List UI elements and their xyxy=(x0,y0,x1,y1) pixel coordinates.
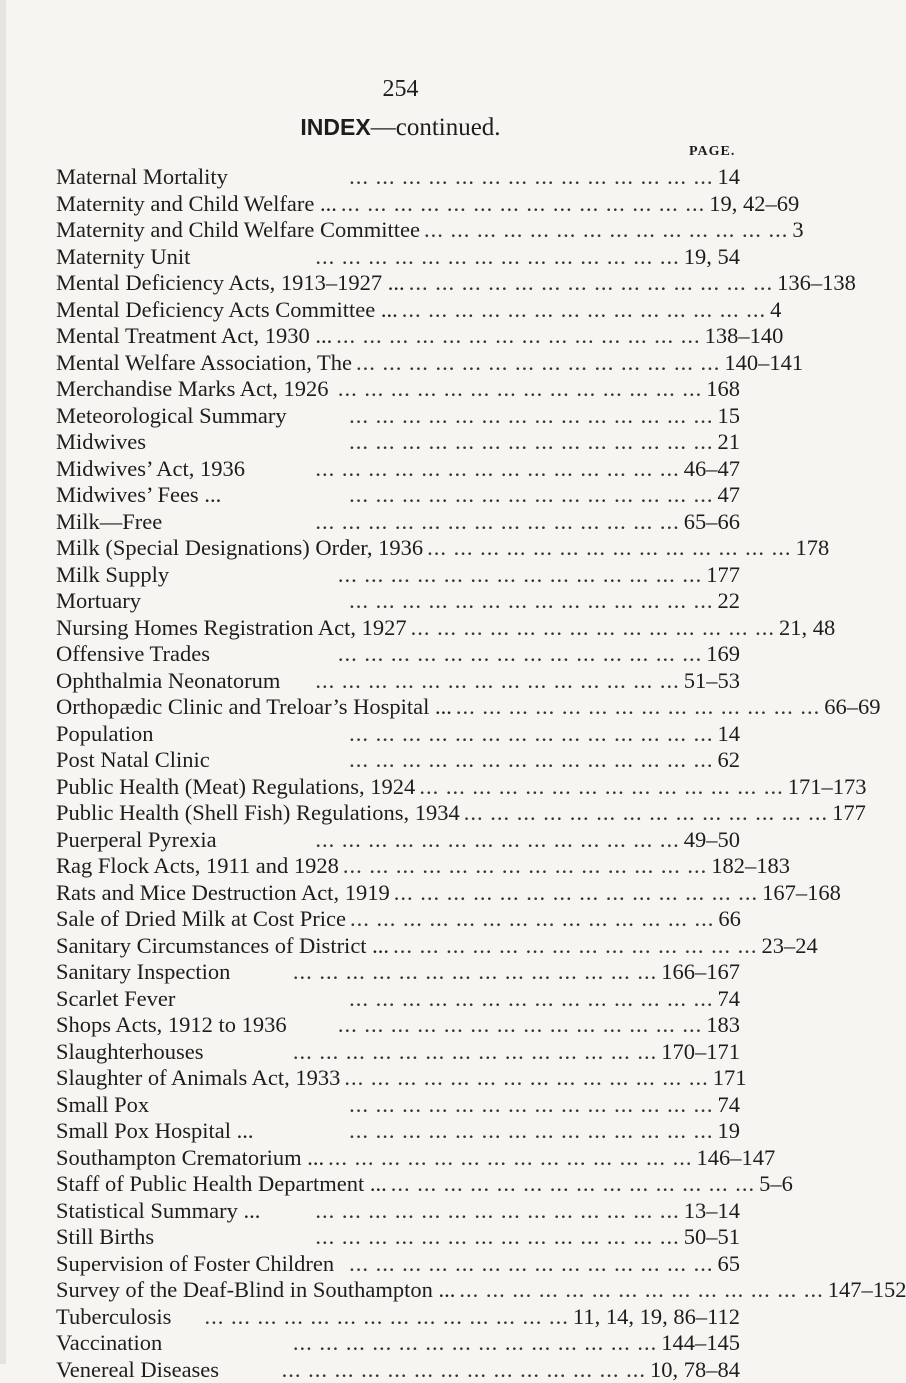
index-entry xyxy=(56,376,740,403)
index-entry-pages: 171–173 xyxy=(788,774,867,800)
dot-leader: ... ... ... ... ... ... ... ... ... ... ... ... ... ... xyxy=(332,323,704,349)
index-entry xyxy=(56,1251,740,1278)
index-entry-title: Public Health (Shell Fish) Regulations, 1934 xyxy=(56,800,460,826)
dot-leader: ... ... ... ... ... ... ... ... ... ... ... ... ... ... xyxy=(423,535,795,561)
dot-leader: ... ... ... ... ... ... ... ... ... ... ... ... ... ... xyxy=(460,800,832,826)
index-entry xyxy=(56,429,740,456)
dot-leader: ... ... ... ... ... ... ... ... ... ... ... ... ... ... xyxy=(210,747,718,773)
index-entry-title: Mental Welfare Association, The xyxy=(56,350,352,376)
index-entry-title: Supervision of Foster Children xyxy=(56,1251,334,1277)
index-entry-pages: 167–168 xyxy=(762,880,841,906)
index-entry-title: Small Pox Hospital ... xyxy=(56,1118,254,1144)
dot-leader: ... ... ... ... ... ... ... ... ... ... ... ... ... ... xyxy=(398,297,770,323)
index-entry-pages: 177 xyxy=(706,562,740,588)
index-entry-pages: 146–147 xyxy=(696,1145,775,1171)
index-entry xyxy=(56,1277,740,1304)
index-entry-title: Merchandise Marks Act, 1926 xyxy=(56,376,328,402)
index-entry xyxy=(56,800,740,827)
index-entry-title: Rats and Mice Destruction Act, 1919 xyxy=(56,880,390,906)
index-entry-pages: 19 xyxy=(718,1118,741,1144)
index-entry xyxy=(56,509,740,536)
index-entry xyxy=(56,668,740,695)
dot-leader: ... ... ... ... ... ... ... ... ... ... ... ... ... ... xyxy=(287,403,718,429)
dot-leader: ... ... ... ... ... ... ... ... ... ... ... ... ... ... xyxy=(387,1171,759,1197)
dot-leader: ... ... ... ... ... ... ... ... ... ... ... ... ... ... xyxy=(352,350,724,376)
index-entry-title: Scarlet Fever xyxy=(56,986,175,1012)
dot-leader: ... ... ... ... ... ... ... ... ... ... ... ... ... ... xyxy=(154,721,718,747)
index-entry-title: Still Births xyxy=(56,1224,154,1250)
index-entry-pages: 65–66 xyxy=(684,509,740,535)
index-entry-title: Meteorological Summary xyxy=(56,403,287,429)
index-entry-pages: 11, 14, 19, 86–112 xyxy=(573,1304,740,1330)
index-entry-pages: 5–6 xyxy=(759,1171,793,1197)
index-entry-title: Sale of Dried Milk at Cost Price xyxy=(56,906,346,932)
index-entry-title: Mental Deficiency Acts Committee ... xyxy=(56,297,398,323)
index-entry-pages: 46–47 xyxy=(684,456,740,482)
index-entry-title: Population xyxy=(56,721,154,747)
dot-leader: ... ... ... ... ... ... ... ... ... ... ... ... ... ... xyxy=(221,482,717,508)
index-entry xyxy=(56,1171,740,1198)
index-entry-pages: 62 xyxy=(718,747,741,773)
index-entry-pages: 65 xyxy=(718,1251,741,1277)
dot-leader: ... ... ... ... ... ... ... ... ... ... ... ... ... ... xyxy=(217,827,684,853)
index-entry xyxy=(56,270,740,297)
dot-leader: ... ... ... ... ... ... ... ... ... ... ... ... ... ... xyxy=(420,217,792,243)
index-entry-title: Slaughter of Animals Act, 1933 xyxy=(56,1065,340,1091)
index-entry xyxy=(56,456,740,483)
page-edge-shadow xyxy=(0,0,6,1364)
dot-leader: ... ... ... ... ... ... ... ... ... ... ... ... ... ... xyxy=(254,1118,718,1144)
dot-leader: ... ... ... ... ... ... ... ... ... ... ... ... ... ... xyxy=(337,191,709,217)
index-entry-pages: 19, 54 xyxy=(684,244,740,270)
index-entry xyxy=(56,774,740,801)
index-entry xyxy=(56,482,740,509)
index-entry xyxy=(56,191,740,218)
dot-leader: ... ... ... ... ... ... ... ... ... ... ... ... ... ... xyxy=(162,509,684,535)
dot-leader: ... ... ... ... ... ... ... ... ... ... ... ... ... ... xyxy=(171,1304,572,1330)
dot-leader: ... ... ... ... ... ... ... ... ... ... ... ... ... ... xyxy=(455,1277,827,1303)
index-entry-pages: 182–183 xyxy=(711,853,790,879)
dot-leader: ... ... ... ... ... ... ... ... ... ... ... ... ... ... xyxy=(324,1145,696,1171)
index-entry-pages: 168 xyxy=(706,376,740,402)
index-entry xyxy=(56,1039,740,1066)
index-entry-pages: 140–141 xyxy=(724,350,803,376)
index-entry xyxy=(56,588,740,615)
dot-leader: ... ... ... ... ... ... ... ... ... ... ... ... ... ... xyxy=(162,1330,661,1356)
index-entry xyxy=(56,350,740,377)
page-number: 254 xyxy=(0,76,801,103)
dot-leader: ... ... ... ... ... ... ... ... ... ... ... ... ... ... xyxy=(190,244,683,270)
index-entry xyxy=(56,1224,740,1251)
index-entry-pages: 169 xyxy=(706,641,740,667)
index-entry xyxy=(56,747,740,774)
index-entry-title: Nursing Homes Registration Act, 1927 xyxy=(56,615,407,641)
index-entry-pages: 66–69 xyxy=(824,694,880,720)
index-entry-title: Southampton Crematorium ... xyxy=(56,1145,324,1171)
dot-leader: ... ... ... ... ... ... ... ... ... ... ... ... ... ... xyxy=(245,456,684,482)
index-entry-pages: 49–50 xyxy=(684,827,740,853)
index-entry-title: Mental Deficiency Acts, 1913–1927 ... xyxy=(56,270,405,296)
dot-leader: ... ... ... ... ... ... ... ... ... ... ... ... ... ... xyxy=(154,1224,684,1250)
index-entry-title: Shops Acts, 1912 to 1936 xyxy=(56,1012,287,1038)
index-entry-title: Ophthalmia Neonatorum xyxy=(56,668,280,694)
index-entry xyxy=(56,906,740,933)
dot-leader: ... ... ... ... ... ... ... ... ... ... ... ... ... ... xyxy=(415,774,787,800)
dot-leader: ... ... ... ... ... ... ... ... ... ... ... ... ... ... xyxy=(452,694,824,720)
dot-leader: ... ... ... ... ... ... ... ... ... ... ... ... ... ... xyxy=(175,986,717,1012)
index-entry-pages: 147–152 xyxy=(828,1277,906,1303)
dot-leader: ... ... ... ... ... ... ... ... ... ... ... ... ... ... xyxy=(334,1251,717,1277)
index-entry-title: Mortuary xyxy=(56,588,141,614)
index-label: INDEX xyxy=(300,114,370,140)
index-entry xyxy=(56,1012,740,1039)
index-entry-title: Maternity Unit xyxy=(56,244,190,270)
page-column-header: PAGE. xyxy=(689,144,735,160)
dot-leader: ... ... ... ... ... ... ... ... ... ... ... ... ... ... xyxy=(346,906,718,932)
dot-leader: ... ... ... ... ... ... ... ... ... ... ... ... ... ... xyxy=(149,1092,717,1118)
index-entry xyxy=(56,933,740,960)
index-entry-title: Public Health (Meat) Regulations, 1924 xyxy=(56,774,415,800)
dot-leader: ... ... ... ... ... ... ... ... ... ... ... ... ... ... xyxy=(407,615,779,641)
dot-leader: ... ... ... ... ... ... ... ... ... ... ... ... ... ... xyxy=(340,1065,712,1091)
dot-leader: ... ... ... ... ... ... ... ... ... ... ... ... ... ... xyxy=(141,588,718,614)
index-entry-pages: 50–51 xyxy=(684,1224,740,1250)
index-entry xyxy=(56,297,740,324)
index-entry-pages: 23–24 xyxy=(761,933,817,959)
index-entry-pages: 19, 42–69 xyxy=(709,191,799,217)
index-entry-pages: 14 xyxy=(718,164,741,190)
index-entry xyxy=(56,641,740,668)
index-entry-title: Midwives xyxy=(56,429,146,455)
index-entry-pages: 74 xyxy=(718,1092,741,1118)
dot-leader: ... ... ... ... ... ... ... ... ... ... ... ... ... ... xyxy=(280,668,683,694)
dot-leader: ... ... ... ... ... ... ... ... ... ... ... ... ... ... xyxy=(210,641,706,667)
index-entry-title: Puerperal Pyrexia xyxy=(56,827,217,853)
index-entry-title: Milk (Special Designations) Order, 1936 xyxy=(56,535,423,561)
dot-leader: ... ... ... ... ... ... ... ... ... ... ... ... ... ... xyxy=(339,853,711,879)
index-entry xyxy=(56,562,740,589)
index-entry-title: Rag Flock Acts, 1911 and 1928 xyxy=(56,853,339,879)
index-entry-title: Milk Supply xyxy=(56,562,169,588)
dot-leader: ... ... ... ... ... ... ... ... ... ... ... ... ... ... xyxy=(328,376,706,402)
index-entry-pages: 47 xyxy=(718,482,741,508)
index-entry-title: Maternity and Child Welfare Committee xyxy=(56,217,420,243)
index-entry xyxy=(56,694,740,721)
dot-leader: ... ... ... ... ... ... ... ... ... ... ... ... ... ... xyxy=(389,933,761,959)
index-entry-title: Post Natal Clinic xyxy=(56,747,210,773)
index-entry-title: Milk—Free xyxy=(56,509,162,535)
index-entry-pages: 22 xyxy=(718,588,741,614)
index-entry-pages: 3 xyxy=(792,217,803,243)
dot-leader: ... ... ... ... ... ... ... ... ... ... ... ... ... ... xyxy=(230,959,661,985)
dot-leader: ... ... ... ... ... ... ... ... ... ... ... ... ... ... xyxy=(287,1012,707,1038)
index-entry-title: Small Pox xyxy=(56,1092,149,1118)
index-entry-pages: 138–140 xyxy=(705,323,784,349)
index-entry-pages: 171 xyxy=(713,1065,747,1091)
dot-leader: ... ... ... ... ... ... ... ... ... ... ... ... ... ... xyxy=(219,1357,650,1383)
index-entry-title: Maternity and Child Welfare ... xyxy=(56,191,337,217)
index-entry-title: Sanitary Circumstances of District ... xyxy=(56,933,389,959)
index-entry xyxy=(56,1145,740,1172)
index-entry-title: Slaughterhouses xyxy=(56,1039,203,1065)
index-entry-pages: 136–138 xyxy=(777,270,856,296)
index-entry-pages: 13–14 xyxy=(684,1198,740,1224)
index-entry-pages: 10, 78–84 xyxy=(650,1357,740,1383)
index-entry-title: Venereal Diseases xyxy=(56,1357,219,1383)
index-entry xyxy=(56,1065,740,1092)
dot-leader: ... ... ... ... ... ... ... ... ... ... ... ... ... ... xyxy=(260,1198,683,1224)
index-entry-title: Vaccination xyxy=(56,1330,162,1356)
index-entry xyxy=(56,244,740,271)
index-entry-pages: 51–53 xyxy=(684,668,740,694)
index-entry-title: Orthopædic Clinic and Treloar’s Hospital ... xyxy=(56,694,452,720)
index-entry xyxy=(56,853,740,880)
index-entry-title: Midwives’ Fees ... xyxy=(56,482,221,508)
index-entry xyxy=(56,615,740,642)
index-entry xyxy=(56,217,740,244)
index-entry-pages: 144–145 xyxy=(661,1330,740,1356)
dot-leader: ... ... ... ... ... ... ... ... ... ... ... ... ... ... xyxy=(203,1039,661,1065)
continued-label: —continued. xyxy=(371,114,501,141)
index-entry-title: Mental Treatment Act, 1930 ... xyxy=(56,323,332,349)
index-entry xyxy=(56,1092,740,1119)
index-entry xyxy=(56,721,740,748)
index-entry-pages: 15 xyxy=(718,403,741,429)
index-entry-title: Midwives’ Act, 1936 xyxy=(56,456,245,482)
dot-leader: ... ... ... ... ... ... ... ... ... ... ... ... ... ... xyxy=(405,270,777,296)
dot-leader: ... ... ... ... ... ... ... ... ... ... ... ... ... ... xyxy=(146,429,718,455)
index-entry xyxy=(56,986,740,1013)
index-entry xyxy=(56,1118,740,1145)
index-entry-title: Maternal Mortality xyxy=(56,164,228,190)
index-entry xyxy=(56,535,740,562)
index-entry xyxy=(56,403,740,430)
dot-leader: ... ... ... ... ... ... ... ... ... ... ... ... ... ... xyxy=(169,562,706,588)
index-entry-pages: 183 xyxy=(706,1012,740,1038)
index-entry-pages: 166–167 xyxy=(661,959,740,985)
index-entry-pages: 21, 48 xyxy=(779,615,835,641)
index-entry-title: Sanitary Inspection xyxy=(56,959,230,985)
index-entry xyxy=(56,323,740,350)
dot-leader: ... ... ... ... ... ... ... ... ... ... ... ... ... ... xyxy=(228,164,718,190)
index-entry xyxy=(56,959,740,986)
index-entry xyxy=(56,880,740,907)
index-entry-pages: 170–171 xyxy=(661,1039,740,1065)
index-entry xyxy=(56,827,740,854)
index-entry xyxy=(56,1198,740,1225)
index-entry-title: Staff of Public Health Department ... xyxy=(56,1171,387,1197)
index-entry-pages: 178 xyxy=(796,535,830,561)
index-entry xyxy=(56,1304,740,1331)
index-entry-pages: 74 xyxy=(718,986,741,1012)
index-entry-pages: 14 xyxy=(718,721,741,747)
index-entries-list xyxy=(56,164,740,1383)
index-entry-title: Tuberculosis xyxy=(56,1304,171,1330)
index-entry-title: Offensive Trades xyxy=(56,641,210,667)
index-entry xyxy=(56,1357,740,1383)
index-entry-title: Survey of the Deaf-Blind in Southampton ... xyxy=(56,1277,455,1303)
index-entry-pages: 21 xyxy=(718,429,741,455)
index-entry-title: Statistical Summary ... xyxy=(56,1198,260,1224)
index-entry-pages: 66 xyxy=(718,906,741,932)
index-title xyxy=(0,114,801,142)
index-entry xyxy=(56,164,740,191)
index-entry-pages: 4 xyxy=(770,297,781,323)
dot-leader: ... ... ... ... ... ... ... ... ... ... ... ... ... ... xyxy=(390,880,762,906)
index-entry xyxy=(56,1330,740,1357)
index-entry-pages: 177 xyxy=(832,800,866,826)
